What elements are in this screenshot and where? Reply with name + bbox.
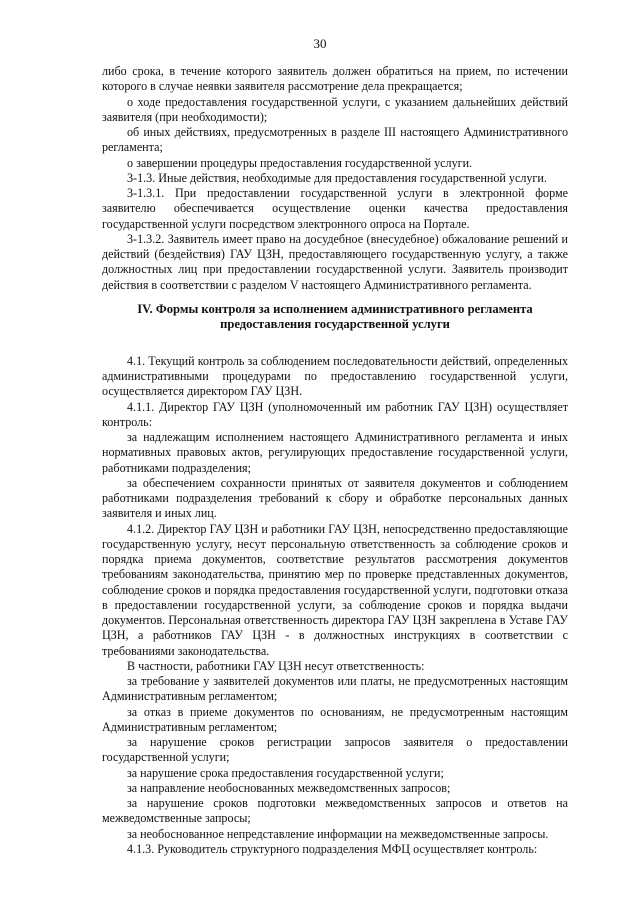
section-heading: IV. Формы контроля за исполнением административного регламента предоставления государственной услуги <box>137 301 533 332</box>
paragraph: за необоснованное непредставление информации на межведомственные запросы. <box>127 826 549 841</box>
paragraph: за обеспечением сохранности принятых от заявителя документов и соблюдением работниками подразделения требований к сбору и обработке персональных данных заявителя и иных лиц. <box>102 475 568 521</box>
paragraph: за направление необоснованных межведомственных запросов; <box>127 780 451 795</box>
paragraph: 3-1.3. Иные действия, необходимые для предоставления государственной услуги. <box>127 170 547 185</box>
paragraph: за нарушение сроков подготовки межведомственных запросов и ответов на межведомственные запросы; <box>102 796 568 826</box>
paragraph: либо срока, в течение которого заявитель должен обратиться на прием, по истечении которого в случае неявки заявителя рассмотрение дела прекращается; <box>102 64 568 94</box>
page-number: 30 <box>313 36 327 51</box>
paragraph: 4.1.2. Директор ГАУ ЦЗН и работники ГАУ ЦЗН, непосредственно предоставляющие государственную услугу, несут персональную ответственность за соблюдение сроков и порядка приема документов, соответствие результатов рассмотрения документов требованиям законодательства, принятию мер по проверке представленных документов, соблюдение сроков и порядка предоставления государственной услуги, подготовки отказа в предоставлении государственной услуги, за соблюдение сроков и порядка выдачи документов. Персональная ответственность директора ГАУ ЦЗН закреплена в Уставе ГАУ ЦЗН, а работников ГАУ ЦЗН - в должностных инструкциях в соответствии с требованиями законодательства. <box>102 521 568 658</box>
paragraph: В частности, работники ГАУ ЦЗН несут ответственность: <box>127 658 425 673</box>
paragraph: за требование у заявителей документов или платы, не предусмотренных настоящим Административным регламентом; <box>102 674 568 704</box>
paragraph: 4.1. Текущий контроль за соблюдением последовательности действий, определенных административными процедурами по предоставлению государственной услуги, осуществляется директором ГАУ ЦЗН. <box>102 353 568 399</box>
document-body <box>102 64 568 857</box>
paragraph: за нарушение срока предоставления государственной услуги; <box>127 765 444 780</box>
paragraph: об иных действиях, предусмотренных в разделе III настоящего Административного регламента; <box>102 125 568 155</box>
paragraph: о ходе предоставления государственной услуги, с указанием дальнейших действий заявителя (при необходимости); <box>102 94 568 124</box>
paragraph: за нарушение сроков регистрации запросов заявителя о предоставлении государственной услуги; <box>102 735 568 765</box>
paragraph: 4.1.3. Руководитель структурного подразделения МФЦ осуществляет контроль: <box>127 841 538 856</box>
paragraph: 3-1.3.1. При предоставлении государственной услуги в электронной форме заявителю обеспечивается осуществление оценки качества предоставления государственной услуги посредством электронного опроса на Портале. <box>102 186 568 231</box>
paragraph: 3-1.3.2. Заявитель имеет право на досудебное (внесудебное) обжалование решений и действий (бездействия) ГАУ ЦЗН, предоставляющего государственную услугу, а также должностных лиц при предоставлении государственной услуги. Заявитель производит действия в соответствии с разделом V настоящего Административного регламента. <box>102 231 568 292</box>
paragraph: 4.1.1. Директор ГАУ ЦЗН (уполномоченный им работник ГАУ ЦЗН) осуществляет контроль: <box>102 399 568 429</box>
paragraph: за надлежащим исполнением настоящего Административного регламента и иных нормативных правовых актов, регулирующих предоставление государственной услуги, работниками подразделения; <box>102 430 568 475</box>
paragraph: за отказ в приеме документов по основаниям, не предусмотренным настоящим Административным регламентом; <box>102 704 568 734</box>
paragraph: о завершении процедуры предоставления государственной услуги. <box>127 155 473 170</box>
